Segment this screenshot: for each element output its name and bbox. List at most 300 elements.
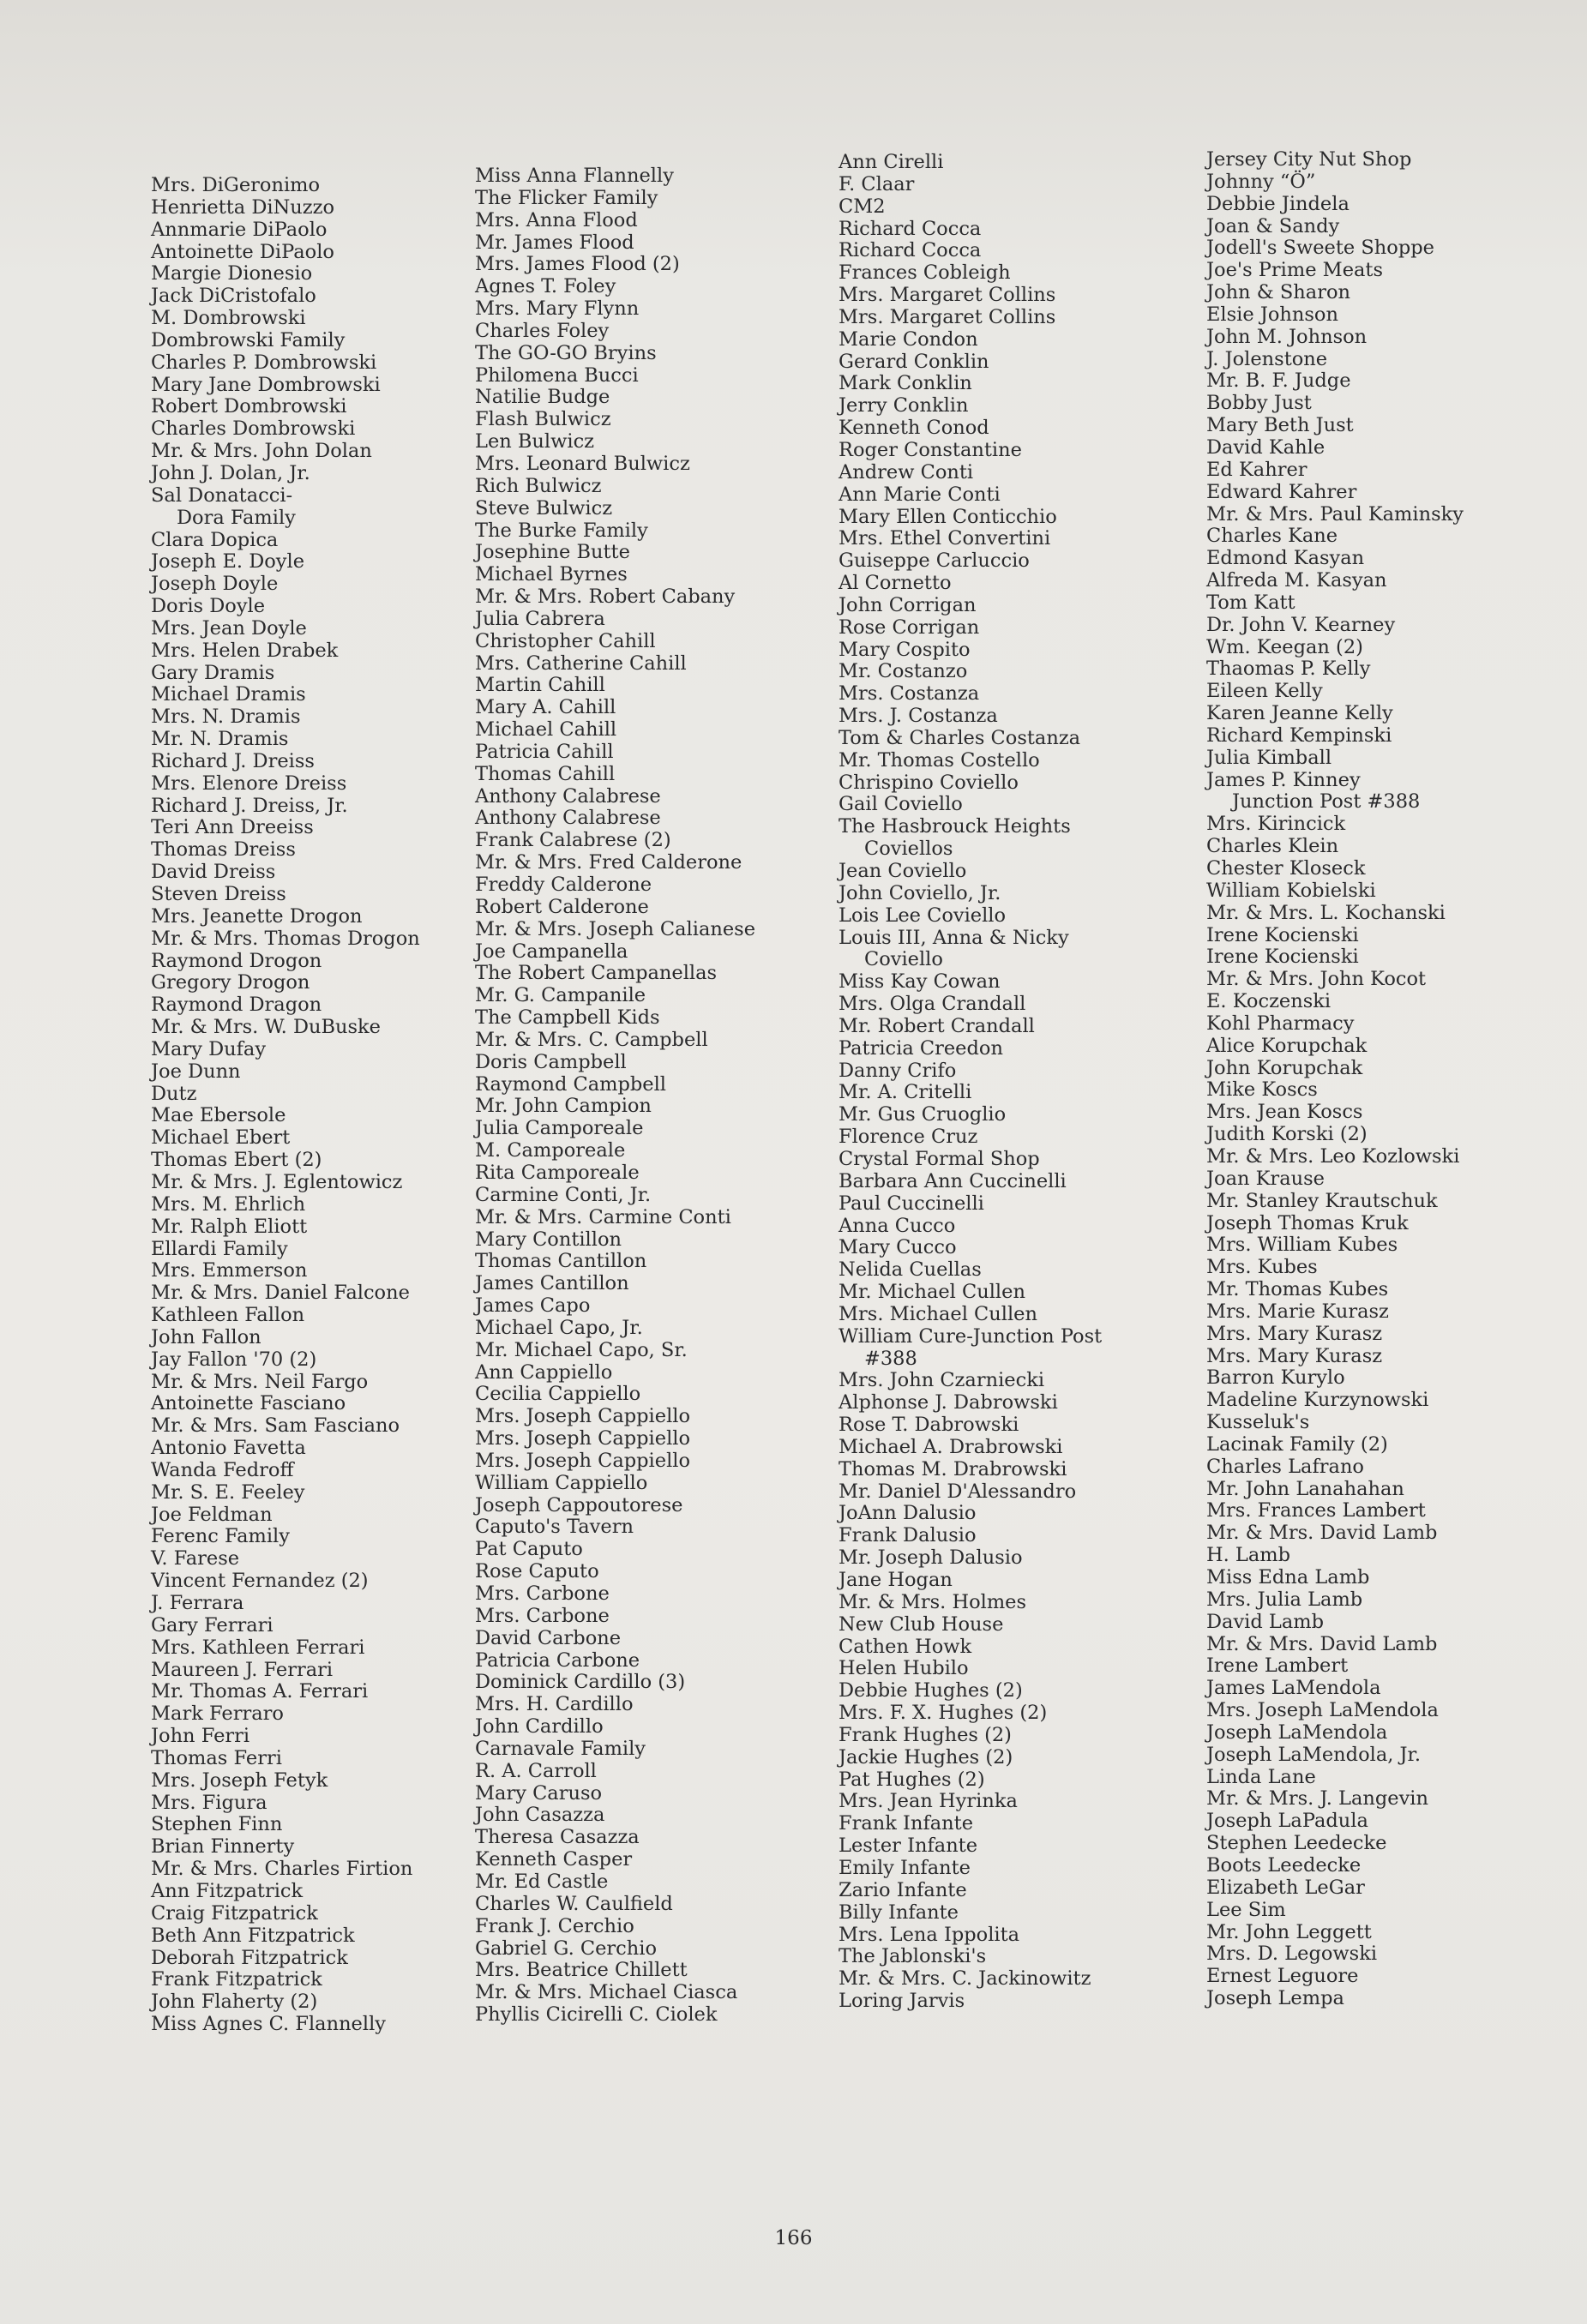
donor-name: Richard J. Dreiss [151, 749, 315, 772]
donor-name: David Lamb [1206, 1610, 1325, 1633]
donor-name: Dora Family [177, 506, 296, 529]
donor-name: Jersey City Nut Shop [1206, 148, 1412, 171]
donor-name: Ed Kahrer [1206, 458, 1307, 481]
donor-name: Mrs. John Czarniecki [839, 1369, 1045, 1392]
donor-name: Mrs. Elenore Dreiss [151, 772, 347, 795]
donor-name: Crystal Formal Shop [839, 1147, 1040, 1170]
donor-name: H. Lamb [1206, 1544, 1291, 1567]
donor-name: Mrs. Costanza [839, 682, 980, 706]
donor-name: Gerard Conklin [839, 350, 989, 373]
donor-name: Kohl Pharmacy [1206, 1012, 1355, 1035]
donor-name: Mr. James Flood [475, 231, 634, 254]
donor-name: Mrs. Jean Doyle [151, 616, 307, 640]
donor-name: Joan Krause [1206, 1167, 1325, 1190]
donor-name: Joseph LaMendola, Jr. [1206, 1743, 1421, 1766]
donor-name: James P. Kinney [1206, 768, 1361, 791]
donor-name: Mr. G. Campanile [475, 984, 646, 1007]
donor-name: Miss Agnes C. Flannelly [151, 2013, 386, 2036]
donor-name: Mrs. Anna Flood [475, 208, 638, 231]
donor-name: Thaomas P. Kelly [1206, 658, 1371, 681]
donor-name: Brian Finnerty [151, 1835, 295, 1859]
donor-name: Emily Infante [839, 1856, 971, 1879]
donor-name: Rose T. Dabrowski [839, 1414, 1019, 1437]
donor-name: Mr. & Mrs. David Lamb [1206, 1632, 1438, 1655]
donor-name: V. Farese [151, 1547, 240, 1570]
donor-name: Mrs. Helen Drabek [151, 639, 339, 662]
donor-name: Miss Anna Flannelly [475, 165, 674, 187]
donor-name: Coviellos [864, 838, 953, 861]
donor-name: Wanda Fedroff [151, 1458, 294, 1481]
donor-name: Rose Caputo [475, 1560, 599, 1583]
donor-name: Mrs. Jean Koscs [1206, 1101, 1363, 1124]
donor-name: Miss Edna Lamb [1206, 1566, 1370, 1588]
donor-name: Joe Campanella [475, 940, 628, 963]
donor-name: CM2 [839, 195, 886, 218]
donor-name: Antoinette DiPaolo [151, 240, 334, 263]
donor-name: F. Claar [839, 172, 915, 195]
donor-name: Gregory Drogon [151, 971, 310, 994]
donor-name: Thomas Ebert (2) [151, 1149, 322, 1172]
donor-name: Freddy Calderone [475, 874, 652, 896]
donor-name: Frank Hughes (2) [839, 1723, 1012, 1746]
donor-name: Mr. & Mrs. David Lamb [1206, 1522, 1438, 1545]
donor-name: Karen Jeanne Kelly [1206, 702, 1393, 725]
donor-name: Clara Dopica [151, 528, 279, 551]
donor-name: Craig Fitzpatrick [151, 1901, 318, 1925]
donor-name: Alphonse J. Dabrowski [839, 1391, 1058, 1414]
donor-name: Mr. Thomas Costello [839, 748, 1040, 772]
donor-name: Flash Bulwicz [475, 408, 611, 431]
donor-name: Mark Conklin [839, 372, 972, 395]
donor-name: M. Dombrowski [151, 307, 306, 330]
donor-name: Mrs. Margaret Collins [839, 284, 1056, 307]
donor-name: Mrs. Joseph Cappiello [475, 1427, 691, 1450]
donor-name: Stephen Finn [151, 1813, 283, 1836]
donor-name: Loring Jarvis [839, 1990, 965, 2013]
donor-name: Dominick Cardillo (3) [475, 1671, 686, 1694]
donor-name: J. Ferrara [151, 1592, 244, 1614]
donor-name: Paul Cuccinelli [839, 1192, 984, 1215]
page-number: 166 [774, 2227, 813, 2249]
donor-name: Mr. B. F. Judge [1206, 369, 1351, 393]
donor-name: Danny Crifo [839, 1059, 957, 1082]
donor-name: Mrs. Carbone [475, 1604, 610, 1627]
donor-name: Antonio Favetta [151, 1437, 306, 1460]
donor-name: Doris Doyle [151, 595, 266, 618]
donor-name: The Campbell Kids [475, 1006, 660, 1030]
donor-name: Theresa Casazza [475, 1826, 640, 1849]
donor-name: Mr. & Mrs. Sam Fasciano [151, 1414, 400, 1438]
donor-name: Ann Marie Conti [839, 483, 1001, 506]
donor-name: John Flaherty (2) [151, 1991, 318, 2014]
donor-name: Mr. A. Critelli [839, 1081, 972, 1104]
donor-name: Mrs. Emmerson [151, 1259, 308, 1282]
donor-name: Frances Cobleigh [839, 261, 1011, 285]
donor-name: Joseph Lempa [1206, 1987, 1344, 2010]
donor-name: Dombrowski Family [151, 328, 346, 351]
donor-name: Barbara Ann Cuccinelli [839, 1169, 1067, 1192]
donor-name: Mrs. F. X. Hughes (2) [839, 1702, 1048, 1725]
donor-name: Doris Campbell [475, 1050, 627, 1073]
donor-name: Joe Dunn [151, 1060, 241, 1083]
donor-name: Frank Dalusio [839, 1524, 977, 1547]
donor-name: M. Camporeale [475, 1139, 626, 1162]
donor-name: Tom & Charles Costanza [839, 726, 1081, 749]
donor-name: The Robert Campanellas [475, 962, 718, 985]
donor-name: James Capo [475, 1294, 591, 1318]
donor-name: John & Sharon [1206, 281, 1350, 304]
donor-name: Rita Camporeale [475, 1161, 640, 1184]
donor-name: Julia Camporeale [475, 1117, 644, 1140]
donor-name: The GO-GO Bryins [475, 341, 657, 364]
donor-name: Gary Ferrari [151, 1613, 274, 1636]
donor-name: Phyllis Cicirelli C. Ciolek [475, 2003, 718, 2027]
donor-name: Richard Cocca [839, 239, 982, 262]
donor-name: Mr. John Lanahahan [1206, 1477, 1404, 1500]
donor-name: Marie Condon [839, 327, 978, 351]
donor-name: Caputo's Tavern [475, 1516, 634, 1539]
donor-name: Mrs. Margaret Collins [839, 305, 1056, 328]
donor-name: David Carbone [475, 1626, 622, 1649]
donor-name: Wm. Keegan (2) [1206, 635, 1363, 658]
donor-name: Florence Cruz [839, 1126, 978, 1149]
donor-name: Joseph Doyle [151, 573, 279, 596]
donor-name: Cecilia Cappiello [475, 1383, 641, 1406]
donor-name: Mrs. J. Costanza [839, 705, 998, 728]
donor-name: Barron Kurylo [1206, 1366, 1345, 1390]
donor-name: Lester Infante [839, 1835, 978, 1858]
donor-name: Gary Dramis [151, 661, 275, 684]
donor-name: Teri Ann Dreeiss [151, 816, 314, 839]
donor-column-3 [839, 152, 1102, 2013]
donor-name: Al Cornetto [839, 572, 952, 595]
donor-name: Mr. & Mrs. John Dolan [151, 440, 372, 463]
donor-name: Dr. John V. Kearney [1206, 613, 1396, 636]
donor-name: Mr. Joseph Dalusio [839, 1546, 1023, 1570]
donor-name: David Kahle [1206, 435, 1326, 459]
donor-name: Jerry Conklin [839, 394, 969, 417]
donor-name: Raymond Drogon [151, 949, 322, 972]
donor-name: Mr. & Mrs. Paul Kaminsky [1206, 502, 1464, 525]
donor-name: Coviello [864, 948, 943, 971]
donor-name: Robert Dombrowski [151, 395, 347, 418]
donor-name: Mary Dufay [151, 1037, 267, 1060]
donor-name: Mr. & Mrs. W. DuBuske [151, 1016, 382, 1039]
donor-name: Raymond Campbell [475, 1072, 666, 1096]
donor-name: Judith Korski (2) [1206, 1123, 1368, 1146]
donor-name: Michael Dramis [151, 683, 306, 706]
donor-name: Charles W. Caulfield [475, 1892, 673, 1915]
donor-name: Billy Infante [839, 1901, 959, 1924]
donor-name: Mrs. Figura [151, 1791, 268, 1814]
donor-name: Mary A. Cahill [475, 696, 616, 719]
donor-name: Irene Lambert [1206, 1654, 1349, 1678]
donor-name: Anna Cucco [839, 1214, 956, 1237]
donor-name: Pat Caputo [475, 1538, 583, 1561]
donor-name: Mr. Stanley Krautschuk [1206, 1189, 1438, 1212]
donor-name: Michael Byrnes [475, 563, 628, 586]
donor-name: R. A. Carroll [475, 1759, 597, 1782]
donor-name: Mr. & Mrs. Joseph Calianese [475, 917, 756, 940]
donor-name: Mrs. Beatrice Chillett [475, 1959, 688, 1982]
donor-name: Joseph Cappoutorese [475, 1493, 683, 1516]
donor-name: Kusseluk's [1206, 1411, 1310, 1434]
donor-name: Johnny “Ö” [1206, 170, 1316, 193]
donor-name: Beth Ann Fitzpatrick [151, 1924, 355, 1947]
donor-name: Mr. & Mrs. C. Campbell [475, 1028, 708, 1051]
donor-name: Sal Donatacci- [151, 483, 293, 507]
donor-name: Charles P. Dombrowski [151, 351, 377, 374]
donor-name: Madeline Kurzynowski [1206, 1389, 1429, 1412]
donor-name: Mrs. Leonard Bulwicz [475, 452, 690, 475]
donor-name: Lois Lee Coviello [839, 904, 1007, 927]
donor-name: James Cantillon [475, 1272, 629, 1295]
donor-name: Cathen Howk [839, 1635, 972, 1658]
donor-name: Zario Infante [839, 1878, 967, 1901]
donor-name: Mr. Ed Castle [475, 1870, 609, 1893]
donor-name: Carnavale Family [475, 1737, 646, 1760]
donor-name: Philomena Bucci [475, 363, 639, 387]
donor-name: Andrew Conti [839, 460, 974, 483]
donor-name: Patricia Cahill [475, 740, 614, 763]
donor-name: John M. Johnson [1206, 325, 1368, 348]
donor-name: Mr. John Leggett [1206, 1920, 1372, 1943]
donor-name: Edmond Kasyan [1206, 547, 1365, 570]
donor-name: Julia Cabrera [475, 607, 605, 630]
donor-name: Mrs. Kirincick [1206, 813, 1346, 836]
donor-name: Mrs. William Kubes [1206, 1234, 1398, 1257]
donor-name: The Hasbrouck Heights [839, 815, 1071, 838]
donor-name: Elsie Johnson [1206, 303, 1338, 326]
donor-name: Len Bulwicz [475, 430, 595, 453]
donor-name: Richard Kempinski [1206, 724, 1392, 747]
donor-name: Mr. Thomas Kubes [1206, 1278, 1389, 1301]
donor-column-2 [475, 165, 755, 2027]
donor-name: Jane Hogan [839, 1569, 953, 1591]
donor-name: Rich Bulwicz [475, 474, 602, 497]
donor-name: Patricia Creedon [839, 1036, 1003, 1060]
donor-name: Chrispino Coviello [839, 771, 1019, 794]
donor-name: Mrs. Carbone [475, 1582, 610, 1605]
donor-name: Gabriel G. Cerchio [475, 1937, 658, 1960]
donor-name: Charles Kane [1206, 525, 1338, 548]
donor-name: Mr. Gus Cruoglio [839, 1103, 1007, 1126]
donor-name: Nelida Cuellas [839, 1258, 982, 1282]
donor-name: Robert Calderone [475, 895, 649, 918]
donor-name: Richard Cocca [839, 217, 982, 240]
donor-name: Mrs. Joseph Cappiello [475, 1405, 691, 1428]
donor-name: Mr. Michael Cullen [839, 1281, 1025, 1304]
donor-name: John Cardillo [475, 1715, 604, 1738]
donor-name: Jean Coviello [839, 860, 967, 882]
donor-name: Charles Dombrowski [151, 417, 356, 441]
donor-name: The Burke Family [475, 519, 648, 542]
donor-name: John Ferri [151, 1725, 250, 1748]
donor-name: Eileen Kelly [1206, 680, 1323, 703]
donor-name: Raymond Dragon [151, 994, 322, 1017]
donor-name: Annmarie DiPaolo [151, 218, 328, 241]
donor-name: Mrs. Joseph Fetyk [151, 1769, 328, 1792]
donor-name: Thomas Ferri [151, 1746, 282, 1769]
donor-name: William Cappiello [475, 1471, 648, 1494]
donor-name: Jackie Hughes (2) [839, 1745, 1013, 1769]
donor-name: Mr. & Mrs. C. Jackinowitz [839, 1967, 1091, 1991]
donor-name: Mr. Ralph Eliott [151, 1215, 308, 1238]
donor-name: Kathleen Fallon [151, 1304, 305, 1327]
donor-name: Irene Kocienski [1206, 946, 1359, 969]
donor-name: John Fallon [151, 1325, 261, 1348]
donor-name: Mr. Costanzo [839, 660, 968, 683]
donor-name: Roger Constantine [839, 438, 1022, 461]
donor-name: Jack DiCristofalo [151, 285, 316, 308]
donor-name: Mr. & Mrs. Fred Calderone [475, 851, 742, 874]
donor-name: Antoinette Fasciano [151, 1392, 346, 1415]
donor-name: JoAnn Dalusio [839, 1502, 977, 1525]
donor-name: William Kobielski [1206, 879, 1376, 902]
donor-name: John Korupchak [1206, 1056, 1363, 1079]
donor-name: Mary Caruso [475, 1781, 603, 1805]
donor-name: Mr. & Mrs. Leo Kozlowski [1206, 1144, 1460, 1168]
donor-name: John J. Dolan, Jr. [151, 461, 310, 484]
donor-name: Miss Kay Cowan [839, 970, 1001, 994]
donor-name: Mrs. Jeanette Drogon [151, 904, 363, 928]
donor-name: Mr. & Mrs. Charles Firtion [151, 1858, 413, 1881]
donor-name: Ernest Leguore [1206, 1965, 1359, 1988]
donor-name: Michael Capo, Jr. [475, 1316, 643, 1339]
donor-name: Mrs. Ethel Convertini [839, 527, 1051, 550]
donor-name: Michael A. Drabrowski [839, 1435, 1063, 1458]
donor-name: Mrs. Michael Cullen [839, 1302, 1037, 1325]
donor-column-1 [151, 175, 420, 2036]
donor-name: Mr. Daniel D'Alessandro [839, 1480, 1077, 1503]
donor-name: Mrs. James Flood (2) [475, 253, 680, 276]
donor-name: Mrs. M. Ehrlich [151, 1192, 306, 1216]
donor-name: Mr. & Mrs. Robert Cabany [475, 586, 736, 609]
donor-name: The Jablonski's [839, 1945, 987, 1968]
donor-name: Thomas Cahill [475, 762, 616, 785]
donor-name: Maureen J. Ferrari [151, 1658, 334, 1681]
donor-name: Mrs. Marie Kurasz [1206, 1300, 1389, 1323]
donor-name: Kenneth Casper [475, 1848, 633, 1871]
donor-name: Mrs. Mary Kurasz [1206, 1322, 1383, 1345]
donor-name: Elizabeth LeGar [1206, 1876, 1365, 1899]
donor-name: Mrs. Joseph LaMendola [1206, 1699, 1439, 1722]
donor-name: Mary Cospito [839, 638, 971, 661]
donor-name: Mr. John Campion [475, 1095, 652, 1118]
donor-name: Lee Sim [1206, 1898, 1286, 1921]
donor-name: Gail Coviello [839, 793, 963, 816]
donor-name: Mr. Thomas A. Ferrari [151, 1680, 369, 1703]
donor-name: Mrs. Lena Ippolita [839, 1923, 1020, 1946]
donor-name: Patricia Carbone [475, 1648, 640, 1672]
donor-name: Carmine Conti, Jr. [475, 1183, 652, 1206]
donor-name: Thomas Cantillon [475, 1250, 647, 1273]
donor-name: Mr. & Mrs. Daniel Falcone [151, 1282, 410, 1305]
donor-name: Mr. & Mrs. Carmine Conti [475, 1205, 731, 1228]
donor-name: Joe's Prime Meats [1206, 259, 1384, 282]
donor-name: The Flicker Family [475, 186, 658, 209]
donor-name: William Cure-Junction Post [839, 1324, 1103, 1348]
donor-name: Mrs. Joseph Cappiello [475, 1449, 691, 1472]
donor-name: Thomas Dreiss [151, 838, 296, 862]
donor-name: Deborah Fitzpatrick [151, 1946, 348, 1969]
donor-name: Natilie Budge [475, 386, 610, 409]
donor-name: Margie Dionesio [151, 262, 313, 285]
donor-name: Mrs. Frances Lambert [1206, 1499, 1426, 1522]
donor-name: Jodell's Sweete Shoppe [1206, 237, 1434, 260]
donor-name: Bobby Just [1206, 392, 1312, 415]
donor-name: Mr. & Mrs. J. Langevin [1206, 1787, 1428, 1811]
donor-name: Mr. & Mrs. L. Kochanski [1206, 901, 1446, 924]
donor-name: Edward Kahrer [1206, 480, 1357, 503]
donor-name: Ann Cirelli [839, 151, 944, 173]
donor-name: Frank Fitzpatrick [151, 1968, 322, 1991]
donor-name: Mrs. H. Cardillo [475, 1693, 634, 1716]
donor-name: Mae Ebersole [151, 1104, 286, 1127]
donor-name: Mary Contillon [475, 1228, 622, 1251]
donor-column-4 [1206, 149, 1464, 2010]
donor-name: Martin Cahill [475, 674, 605, 697]
donor-name: James LaMendola [1206, 1677, 1381, 1700]
donor-name: Agnes T. Foley [475, 275, 616, 298]
donor-name: Boots Leedecke [1206, 1853, 1362, 1877]
donor-name: Mrs. Jean Hyrinka [839, 1790, 1018, 1813]
donor-name: Joseph LaMendola [1206, 1720, 1388, 1744]
donor-name: Pat Hughes (2) [839, 1768, 985, 1791]
donor-name: Mr. & Mrs. Holmes [839, 1590, 1027, 1613]
donor-name: Frank J. Cerchio [475, 1914, 634, 1937]
donor-name: Alice Korupchak [1206, 1034, 1368, 1057]
donor-name: Anthony Calabrese [475, 807, 661, 830]
donor-name: Mr. & Mrs. J. Eglentowicz [151, 1170, 403, 1193]
donor-name: Anthony Calabrese [475, 784, 661, 808]
donor-name: John Corrigan [839, 593, 977, 616]
donor-name: Frank Calabrese (2) [475, 829, 671, 852]
donor-name: Mrs. D. Legowski [1206, 1943, 1378, 1966]
donor-name: Ellardi Family [151, 1237, 288, 1260]
donor-name: Mrs. DiGeronimo [151, 174, 321, 196]
donor-name: Steve Bulwicz [475, 496, 613, 519]
donor-name: Debbie Hughes (2) [839, 1679, 1023, 1702]
donor-name: Chester Kloseck [1206, 857, 1366, 880]
donor-name: Rose Corrigan [839, 616, 980, 639]
donor-name: Louis III, Anna & Nicky [839, 926, 1069, 949]
donor-name: Ann Cappiello [475, 1360, 613, 1384]
donor-name: Stephen Leedecke [1206, 1832, 1387, 1855]
donor-name: Charles Klein [1206, 835, 1339, 858]
donor-name: Richard J. Dreiss, Jr. [151, 794, 348, 817]
donor-name: Mrs. Kathleen Ferrari [151, 1636, 365, 1659]
donor-name: Mrs. Mary Flynn [475, 297, 640, 321]
donor-name: Mary Beth Just [1206, 414, 1354, 437]
donor-name: Joseph E. Doyle [151, 550, 305, 573]
donor-name: Charles Lafrano [1206, 1455, 1364, 1478]
donor-name: David Dreiss [151, 861, 276, 884]
donor-name: Ann Fitzpatrick [151, 1879, 304, 1902]
donor-name: Tom Katt [1206, 591, 1295, 614]
donor-name: Vincent Fernandez (2) [151, 1570, 369, 1593]
donor-name: Mary Ellen Conticchio [839, 505, 1057, 528]
donor-name: Irene Kocienski [1206, 923, 1359, 946]
donor-name: Mrs. Olga Crandall [839, 993, 1026, 1016]
donor-name: Debbie Jindela [1206, 192, 1350, 215]
donor-name: Mr. & Mrs. Thomas Drogon [151, 927, 420, 950]
donor-name: Steven Dreiss [151, 883, 286, 905]
donor-name: #388 [864, 1347, 917, 1370]
donor-name: Mr. & Mrs. John Kocot [1206, 968, 1427, 991]
donor-name: Michael Ebert [151, 1126, 291, 1150]
donor-name: Mr. N. Dramis [151, 728, 289, 751]
